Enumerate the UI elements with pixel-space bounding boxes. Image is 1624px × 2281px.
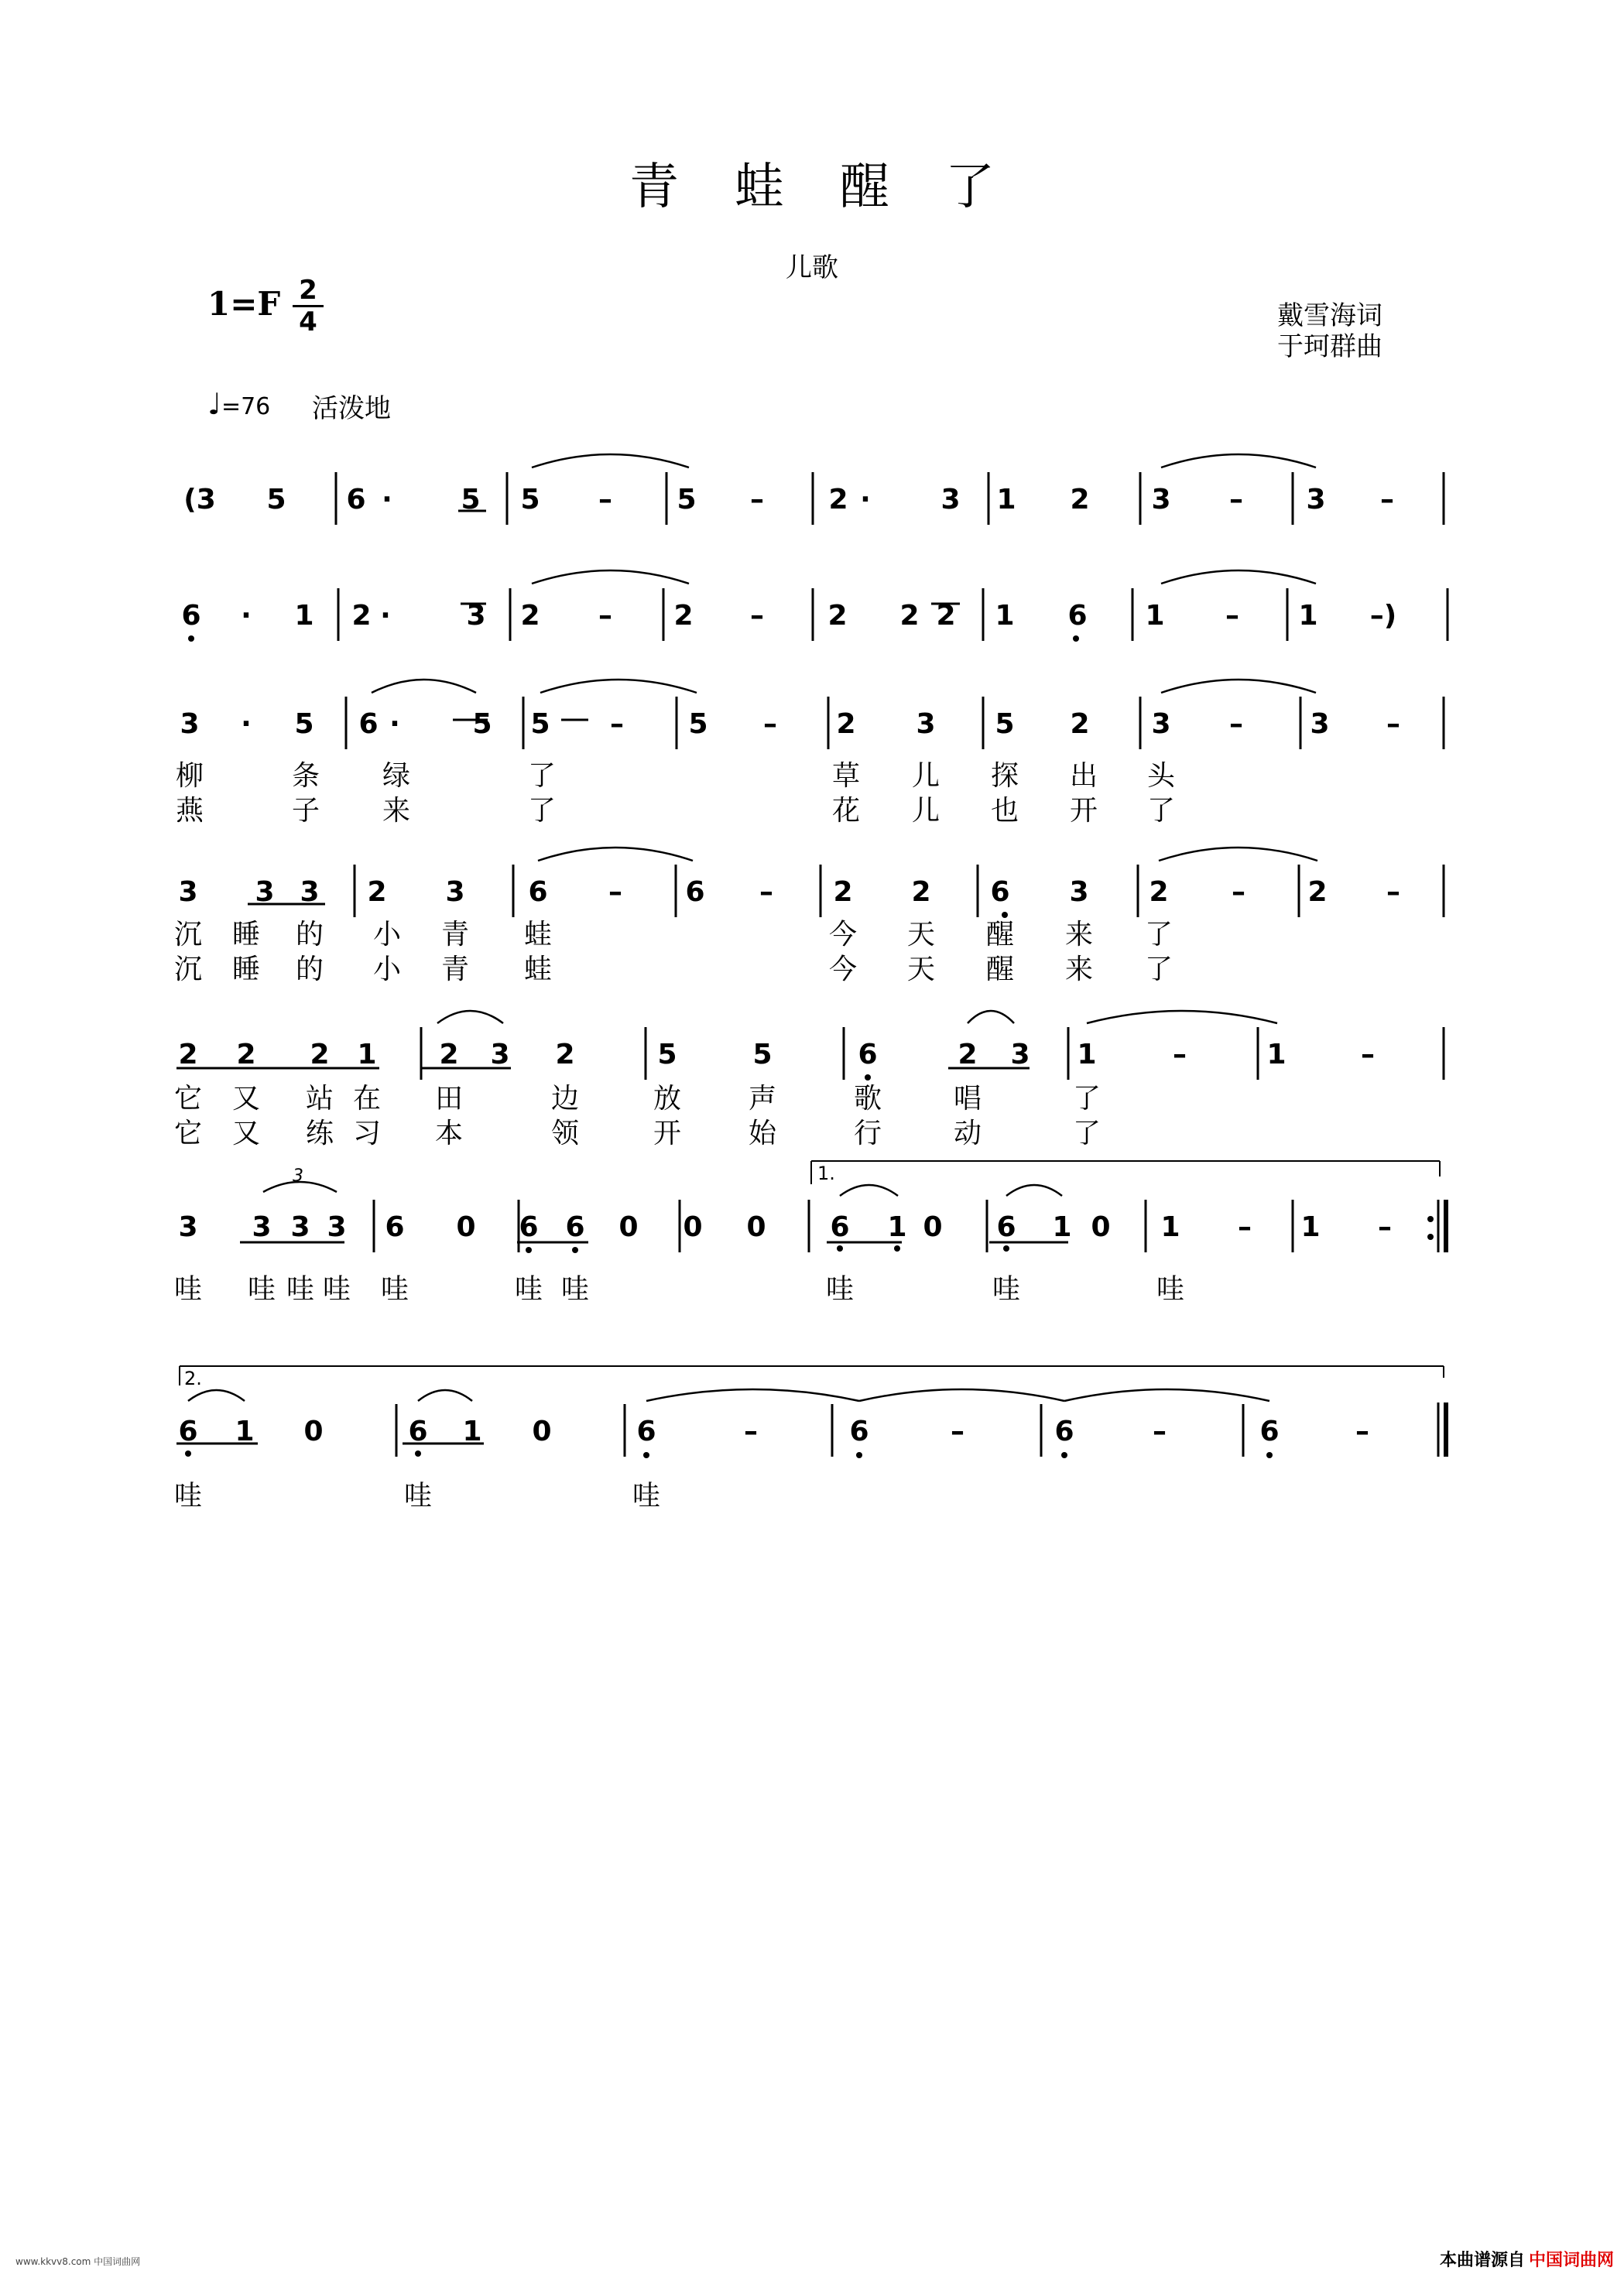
lyric-syllable: 了: [1144, 954, 1173, 985]
volta-first: 1.: [817, 1163, 835, 1184]
slur-arc: [540, 680, 697, 693]
octave-dot: [894, 1245, 900, 1252]
octave-dot: [185, 1450, 191, 1457]
slur-arc: [1064, 1389, 1269, 1401]
note: –: [598, 484, 612, 515]
note: –: [608, 876, 622, 908]
slur-arc: [840, 1185, 898, 1196]
note: 6: [636, 1416, 656, 1447]
note: 2: [1149, 876, 1169, 908]
note: 2: [1070, 484, 1090, 515]
note: –: [1229, 484, 1243, 515]
octave-dot: [572, 1247, 578, 1253]
lyric-syllable: 头: [1146, 760, 1176, 792]
note: 3: [1151, 708, 1171, 740]
note: 6: [385, 1211, 405, 1243]
note: 3: [255, 876, 275, 908]
lyric-syllable: 了: [1144, 919, 1173, 950]
lyric-syllable: 天: [906, 954, 936, 985]
note: ·: [382, 484, 392, 515]
note: 5: [472, 708, 492, 740]
slur-arc: [1161, 454, 1316, 468]
note: 6: [565, 1211, 585, 1243]
note: 1: [357, 1039, 377, 1070]
lyric-syllable: 醒: [985, 919, 1015, 950]
octave-dot: [188, 635, 194, 642]
lyric-syllable: 哇: [632, 1480, 661, 1512]
note: 3: [1310, 708, 1330, 740]
note: –: [1361, 1039, 1375, 1070]
subtitle: 儿歌: [786, 252, 838, 283]
note: 6: [1054, 1416, 1074, 1447]
note: 6: [181, 600, 201, 632]
note: 1: [887, 1211, 907, 1243]
note: 6: [528, 876, 548, 908]
note: 6: [685, 876, 705, 908]
note: 5: [657, 1039, 677, 1070]
lyric-syllable: 的: [295, 954, 324, 985]
lyric-syllable: 青: [440, 919, 470, 950]
slur-arc: [1161, 680, 1316, 693]
octave-dot: [643, 1452, 649, 1458]
note: 6: [358, 708, 379, 740]
note: –: [1386, 876, 1400, 908]
note: 5: [995, 708, 1015, 740]
volta-second: 2.: [184, 1368, 202, 1389]
note: 6: [346, 484, 366, 515]
octave-dot: [415, 1450, 421, 1457]
lyric-syllable: 花: [831, 795, 861, 827]
note: 1: [235, 1416, 255, 1447]
note: 6: [178, 1416, 198, 1447]
lyric-syllable: 天: [906, 919, 936, 950]
note: 2: [520, 600, 540, 632]
page-title: 青蛙醒了: [629, 159, 1050, 216]
note: 2: [236, 1039, 256, 1070]
note: ·: [389, 708, 400, 740]
note: 6: [519, 1211, 539, 1243]
lyric-syllable: 哇: [403, 1480, 433, 1512]
lyric-syllable: 了: [1072, 1083, 1102, 1115]
lyric-syllable: 行: [853, 1118, 882, 1149]
lyric-syllable: 哇: [992, 1273, 1021, 1305]
note: 5: [530, 708, 550, 740]
lyric-syllable: 又: [231, 1118, 261, 1149]
lyric-syllable: 哇: [173, 1273, 203, 1305]
tempo-value: =76: [221, 393, 271, 420]
slur-arc: [1161, 570, 1316, 584]
lyric-syllable: 声: [748, 1083, 777, 1115]
slur-arc: [532, 454, 689, 468]
slur-arc: [859, 1389, 1064, 1401]
note: 3: [178, 876, 198, 908]
slur-arc: [1159, 848, 1317, 861]
note: 1: [1160, 1211, 1180, 1243]
lyric-syllable: 哇: [560, 1273, 590, 1305]
lyric-syllable: 哇: [247, 1273, 276, 1305]
note: 6: [849, 1416, 869, 1447]
note: –: [1380, 484, 1394, 515]
lyric-syllable: 沉: [173, 919, 203, 950]
lyric-syllable: 开: [653, 1118, 682, 1149]
note: ·: [380, 600, 391, 632]
note: –: [610, 708, 624, 740]
note: 3: [290, 1211, 310, 1243]
note: 6: [1067, 600, 1088, 632]
note: 3: [1306, 484, 1326, 515]
note: 3: [466, 600, 486, 632]
note: 3: [252, 1211, 272, 1243]
expression-mark: 活泼地: [312, 393, 391, 424]
composer: 于珂群曲: [1277, 331, 1382, 362]
footer-source: 本曲谱源自: [1440, 2251, 1526, 2270]
note: 3: [180, 708, 200, 740]
note: 1: [1298, 600, 1318, 632]
note: 2: [958, 1039, 978, 1070]
note: 0: [456, 1211, 476, 1243]
lyric-syllable: 出: [1069, 760, 1098, 792]
time-signature-bottom: 4: [299, 307, 317, 337]
octave-dot: [1266, 1452, 1273, 1458]
note: 2: [936, 600, 956, 632]
lyric-syllable: 柳: [175, 760, 204, 792]
note: 6: [1259, 1416, 1280, 1447]
note: 3: [178, 1211, 198, 1243]
note: 1: [996, 484, 1016, 515]
lyric-syllable: 今: [828, 954, 858, 985]
slur-arc: [532, 570, 689, 584]
note: 2: [833, 876, 853, 908]
note: 3: [300, 876, 320, 908]
note: –: [750, 600, 764, 632]
note: 2: [911, 876, 931, 908]
note: 5: [461, 484, 481, 515]
note: 0: [303, 1416, 324, 1447]
note: 5: [294, 708, 314, 740]
note: 6: [830, 1211, 850, 1243]
note: –: [1153, 1416, 1167, 1447]
note: 3: [327, 1211, 347, 1243]
lyric-syllable: 习: [352, 1118, 382, 1149]
note: 6: [996, 1211, 1016, 1243]
lyric-syllable: 条: [291, 760, 320, 792]
lyric-syllable: 来: [382, 795, 411, 827]
lyric-syllable: 儿: [911, 760, 940, 792]
note: 2: [178, 1039, 198, 1070]
note: –: [750, 484, 764, 515]
octave-dot: [1002, 912, 1008, 918]
note: –: [744, 1416, 758, 1447]
note: 2: [310, 1039, 330, 1070]
note: 1: [1052, 1211, 1072, 1243]
note: –: [1229, 708, 1243, 740]
lyric-syllable: 哇: [1156, 1273, 1185, 1305]
note: –: [1355, 1416, 1369, 1447]
lyric-syllable: 小: [372, 954, 402, 985]
lyric-syllable: 哇: [173, 1480, 203, 1512]
lyric-syllable: 练: [305, 1118, 334, 1149]
lyricist: 戴雪海词: [1277, 300, 1382, 331]
slur-arc: [1006, 1185, 1062, 1196]
lyric-syllable: 放: [653, 1083, 682, 1115]
note: 3: [916, 708, 936, 740]
footer-site: 中国词曲网: [1529, 2251, 1615, 2270]
lyric-syllable: 儿: [911, 795, 940, 827]
note: 3: [940, 484, 961, 515]
lyric-syllable: 了: [527, 760, 557, 792]
slur-arc: [1087, 1011, 1277, 1023]
lyric-syllable: 它: [173, 1083, 203, 1115]
note: 5: [688, 708, 708, 740]
lyric-syllable: 始: [748, 1118, 777, 1149]
note: 0: [746, 1211, 766, 1243]
octave-dot: [865, 1074, 871, 1081]
lyric-syllable: 草: [831, 760, 861, 792]
note: –: [1173, 1039, 1187, 1070]
note: 2: [836, 708, 856, 740]
note: 1: [294, 600, 314, 632]
note: –: [1238, 1211, 1252, 1243]
note: 2: [439, 1039, 459, 1070]
lyric-syllable: 蛙: [523, 954, 553, 985]
lyric-syllable: 今: [828, 919, 858, 950]
note: 3: [1069, 876, 1089, 908]
note: 3: [490, 1039, 510, 1070]
lyric-syllable: 领: [550, 1118, 580, 1149]
lyric-syllable: 哇: [514, 1273, 543, 1305]
footer-left: www.kkvv8.com 中国词曲网: [15, 2256, 141, 2267]
lyric-syllable: 也: [990, 795, 1019, 827]
note: 2: [351, 600, 372, 632]
lyric-syllable: 子: [291, 795, 320, 827]
note: –: [1378, 1211, 1392, 1243]
slur-arc: [646, 1389, 859, 1401]
lyric-syllable: 在: [352, 1083, 382, 1115]
note: –: [759, 876, 773, 908]
note: 1: [462, 1416, 482, 1447]
octave-dot: [1073, 635, 1079, 642]
note: ·: [241, 600, 252, 632]
note: 0: [532, 1416, 552, 1447]
octave-dot: [1061, 1452, 1067, 1458]
note: 0: [683, 1211, 703, 1243]
lyric-syllable: 动: [953, 1118, 982, 1149]
lyric-syllable: 它: [173, 1118, 203, 1149]
slur-arc: [968, 1011, 1014, 1023]
octave-dot: [837, 1245, 843, 1252]
slur-arc: [538, 848, 693, 861]
slur-arc: [437, 1011, 503, 1023]
note: 2: [673, 600, 694, 632]
lyric-syllable: 唱: [953, 1083, 982, 1115]
lyric-syllable: 睡: [231, 954, 261, 985]
note: 5: [266, 484, 286, 515]
lyric-syllable: 睡: [231, 919, 261, 950]
note: 0: [923, 1211, 943, 1243]
note: 1: [1300, 1211, 1321, 1243]
note: 1: [995, 600, 1015, 632]
note: 1: [1077, 1039, 1097, 1070]
lyric-syllable: 来: [1064, 954, 1094, 985]
note: 2: [1307, 876, 1328, 908]
note: 6: [408, 1416, 428, 1447]
lyric-syllable: 哇: [825, 1273, 855, 1305]
repeat-dot: [1427, 1216, 1434, 1222]
note: 3: [1010, 1039, 1030, 1070]
lyric-syllable: 本: [434, 1118, 464, 1149]
lyric-syllable: 边: [550, 1083, 580, 1115]
note: –: [1225, 600, 1239, 632]
note: 2: [828, 484, 848, 515]
octave-dot: [856, 1452, 862, 1458]
note: 2: [367, 876, 387, 908]
note: 3: [445, 876, 465, 908]
note: –): [1369, 600, 1397, 632]
octave-dot: [526, 1247, 532, 1253]
triplet-mark: 3: [293, 1166, 303, 1186]
note: 5: [677, 484, 697, 515]
note: 5: [752, 1039, 773, 1070]
slur-arc: [188, 1390, 245, 1401]
note: 3: [1151, 484, 1171, 515]
note: ·: [860, 484, 871, 515]
note: 1: [1266, 1039, 1287, 1070]
note: 0: [1091, 1211, 1111, 1243]
lyric-syllable: 青: [440, 954, 470, 985]
lyric-syllable: 了: [1146, 795, 1176, 827]
lyric-syllable: 醒: [985, 954, 1015, 985]
slur-arc: [418, 1390, 472, 1401]
note: (3: [183, 484, 216, 515]
lyric-syllable: 绿: [382, 760, 411, 792]
lyric-syllable: 哇: [322, 1273, 351, 1305]
lyric-syllable: 开: [1069, 795, 1098, 827]
lyric-syllable: 来: [1064, 919, 1094, 950]
lyric-syllable: 哇: [380, 1273, 409, 1305]
lyric-syllable: 小: [372, 919, 402, 950]
note: 2: [1070, 708, 1090, 740]
lyric-syllable: 站: [305, 1083, 334, 1115]
note: –: [1232, 876, 1245, 908]
lyric-syllable: 了: [1072, 1118, 1102, 1149]
slur-arc: [372, 680, 476, 693]
lyric-syllable: 哇: [286, 1273, 315, 1305]
lyric-syllable: 沉: [173, 954, 203, 985]
lyric-syllable: 歌: [853, 1083, 882, 1115]
lyric-syllable: 了: [527, 795, 557, 827]
time-signature-top: 2: [299, 275, 317, 306]
lyric-syllable: 蛙: [523, 919, 553, 950]
lyric-syllable: 田: [434, 1083, 464, 1115]
note: –: [951, 1416, 964, 1447]
note: –: [598, 600, 612, 632]
note: 5: [520, 484, 540, 515]
note: ·: [241, 708, 252, 740]
note: –: [763, 708, 777, 740]
note: 1: [1145, 600, 1165, 632]
note: 6: [990, 876, 1010, 908]
key-signature: 1=F: [207, 285, 281, 323]
lyric-syllable: 的: [295, 919, 324, 950]
lyric-syllable: 燕: [175, 795, 204, 827]
lyric-syllable: 探: [990, 760, 1019, 792]
note: 0: [618, 1211, 639, 1243]
octave-dot: [1003, 1245, 1009, 1252]
quarter-note-icon: ♩: [207, 387, 221, 421]
note: 2: [827, 600, 848, 632]
note: –: [1386, 708, 1400, 740]
note: 6: [858, 1039, 878, 1070]
lyric-syllable: 又: [231, 1083, 261, 1115]
note: 2: [899, 600, 920, 632]
repeat-dot: [1427, 1234, 1434, 1240]
note: 2: [555, 1039, 575, 1070]
